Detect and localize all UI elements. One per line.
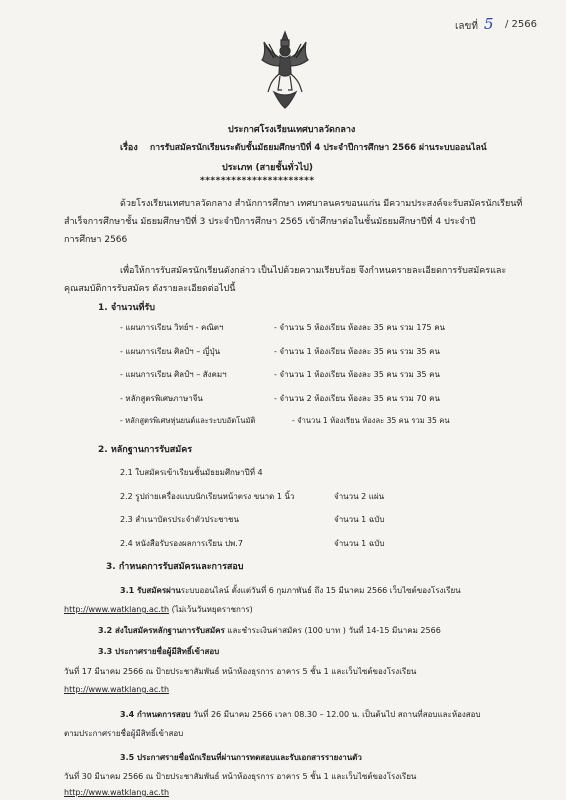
ref-year: / 2566: [505, 19, 537, 30]
quota-row-detail: [274, 345, 440, 358]
quota-row: [120, 392, 203, 405]
ref-number: 5: [484, 15, 494, 33]
quota-row: [120, 415, 255, 427]
intro-line-3: การศึกษา 2566: [64, 235, 128, 245]
announcement-type: ประเภท (สายชั้นทั่วไป): [222, 163, 313, 173]
school-website-link[interactable]: http://www.watklang.ac.th: [64, 605, 170, 614]
schedule-3-2-text: และชำระเงินค่าสมัคร (100 บาท ) วันที่ 14-15 มีนาคม 2566: [227, 626, 441, 635]
quota-plan: - หลักสูตรพิเศษภาษาจีน: [120, 394, 203, 403]
schedule-3-5-text: วันที่ 30 มีนาคม 2566 ณ ป้ายประชาสัมพันธ์ หน้าห้องธุรการ อาคาร 5 ชั้น 1 และเว็บไซต์ของโรงเรียน: [64, 772, 417, 781]
section-2-title: 2. หลักฐานการรับสมัคร: [98, 445, 193, 455]
quota-per-room: ห้องละ 35 คน: [347, 370, 398, 379]
document-amount: จำนวน 1 ฉบับ: [334, 515, 385, 524]
quota-rooms: - จำนวน 1 ห้องเรียน: [274, 347, 346, 356]
quota-rooms: - จำนวน 1 ห้องเรียน: [274, 370, 346, 379]
quota-total: 35 คน: [416, 347, 440, 356]
intro-line-4: เพื่อให้การรับสมัครนักเรียนดังกล่าว เป็นไปด้วยความเรียบร้อย จึงกำหนดรายละเอียดการรับสมัครและ: [120, 266, 507, 276]
quota-total: 35 คน: [416, 370, 440, 379]
quota-rooms: - จำนวน 5 ห้องเรียน: [274, 323, 346, 332]
quota-per-room: ห้องละ 35 คน: [362, 416, 409, 425]
schedule-3-2: [98, 624, 441, 637]
schedule-3-5-label: 3.5 ประกาศรายชื่อนักเรียนที่ผ่านการทดสอบและรับเอกสารรายงานตัว: [120, 753, 362, 762]
document-item: 2.4 หนังสือรับรองผลการเรียน ปพ.7: [120, 539, 243, 548]
separator-stars: **********************: [200, 176, 315, 186]
quota-row: [120, 321, 223, 334]
schedule-3-4-text2: ตามประกาศรายชื่อผู้มีสิทธิ์เข้าสอบ: [64, 729, 184, 738]
document-item: 2.2 รูปถ่ายเครื่องแบบนักเรียนหน้าตรง ขนาด 1 นิ้ว: [120, 492, 295, 501]
ref-label: เลขที่: [455, 21, 478, 32]
quota-total: 175 คน: [416, 323, 446, 332]
quota-row-detail: [274, 321, 445, 334]
quota-total-label: รวม: [399, 394, 414, 403]
subject-label: เรื่อง: [120, 143, 138, 153]
document-amount: จำนวน 2 แผ่น: [334, 492, 385, 501]
school-website-link[interactable]: http://www.watklang.ac.th: [64, 685, 170, 694]
document-item: 2.1 ใบสมัครเข้าเรียนชั้นมัธยมศึกษาปีที่ 4: [120, 468, 263, 477]
subject-text: การรับสมัครนักเรียนระดับชั้นมัธยมศึกษาปีที่ 4 ประจำปีการศึกษา 2566 ผ่านระบบออนไลน์: [150, 143, 487, 153]
schedule-3-3-label: 3.3 ประกาศรายชื่อผู้มีสิทธิ์เข้าสอบ: [98, 647, 220, 656]
quota-row: [120, 345, 220, 358]
quota-row-detail: [274, 368, 440, 381]
quota-row-detail: [292, 415, 450, 427]
quota-per-room: ห้องละ 35 คน: [347, 394, 398, 403]
intro-line-2: สำเร็จการศึกษาชั้น มัธยมศึกษาปีที่ 3 ประจำปีการศึกษา 2565 เข้าศึกษาต่อในชั้นมัธยมศึกษาปีที่ 4 ประจำปี: [64, 217, 476, 227]
quota-total-label: รวม: [399, 370, 414, 379]
quota-total-label: รวม: [411, 416, 425, 425]
schedule-3-1-label: 3.1 รับสมัครผ่าน: [120, 586, 181, 595]
garuda-emblem-icon: [260, 30, 310, 110]
schedule-3-1: [120, 584, 461, 597]
school-website-link[interactable]: http://www.watklang.ac.th: [64, 788, 170, 797]
quota-rooms: - จำนวน 2 ห้องเรียน: [274, 394, 346, 403]
schedule-3-1-line2: [64, 603, 253, 616]
intro-line-5: คุณสมบัติการรับสมัคร ดังรายละเอียดต่อไปนี้: [64, 284, 236, 294]
intro-line-1: ด้วยโรงเรียนเทศบาลวัดกลาง สำนักการศึกษา เทศบาลนครขอนแก่น มีความประสงค์จะรับสมัครนักเรียนที่: [120, 199, 523, 209]
schedule-3-4-text: วันที่ 26 มีนาคม 2566 เวลา 08.30 – 12.00 น. เป็นต้นไป สถานที่สอบและห้องสอบ: [193, 710, 481, 719]
section-1-title: 1. จำนวนที่รับ: [98, 303, 155, 313]
schedule-3-1-note: (ไม่เว้นวันหยุดราชการ): [171, 605, 253, 614]
announcement-title: ประกาศโรงเรียนเทศบาลวัดกลาง: [228, 125, 356, 135]
quota-plan: - แผนการเรียน ศิลป์ฯ – สังคมฯ: [120, 370, 227, 379]
quota-per-room: ห้องละ 35 คน: [347, 347, 398, 356]
quota-total: 35 คน: [427, 416, 450, 425]
quota-row: [120, 368, 227, 381]
quota-plan: - แผนการเรียน ศิลป์ฯ – ญี่ปุ่น: [120, 347, 221, 356]
schedule-3-4: [120, 708, 481, 721]
schedule-3-3-text: วันที่ 17 มีนาคม 2566 ณ ป้ายประชาสัมพันธ์ หน้าห้องธุรการ อาคาร 5 ชั้น 1 และเว็บไซต์ของโรงเรียน: [64, 667, 417, 676]
quota-per-room: ห้องละ 35 คน: [347, 323, 398, 332]
quota-total-label: รวม: [399, 323, 414, 332]
quota-row-detail: [274, 392, 440, 405]
document-amount: จำนวน 1 ฉบับ: [334, 539, 385, 548]
schedule-3-2-label: 3.2 ส่งใบสมัครหลักฐานการรับสมัคร: [98, 626, 225, 635]
document-item: 2.3 สำเนาบัตรประจำตัวประชาชน: [120, 515, 239, 524]
quota-total-label: รวม: [399, 347, 414, 356]
section-3-title: 3. กำหนดการรับสมัครและการสอบ: [106, 562, 244, 572]
quota-plan: - แผนการเรียน วิทย์ฯ - คณิตฯ: [120, 323, 224, 332]
schedule-3-4-label: 3.4 กำหนดการสอบ: [120, 710, 191, 719]
quota-plan: - หลักสูตรพิเศษหุ่นยนต์และระบบอัตโนมัติ: [120, 416, 256, 425]
quota-total: 70 คน: [416, 394, 440, 403]
schedule-3-1-text: ระบบออนไลน์ ตั้งแต่วันที่ 6 กุมภาพันธ์ ถึง 15 มีนาคม 2566 เว็บไซต์ของโรงเรียน: [180, 586, 461, 595]
quota-rooms: - จำนวน 1 ห้องเรียน: [292, 416, 360, 425]
